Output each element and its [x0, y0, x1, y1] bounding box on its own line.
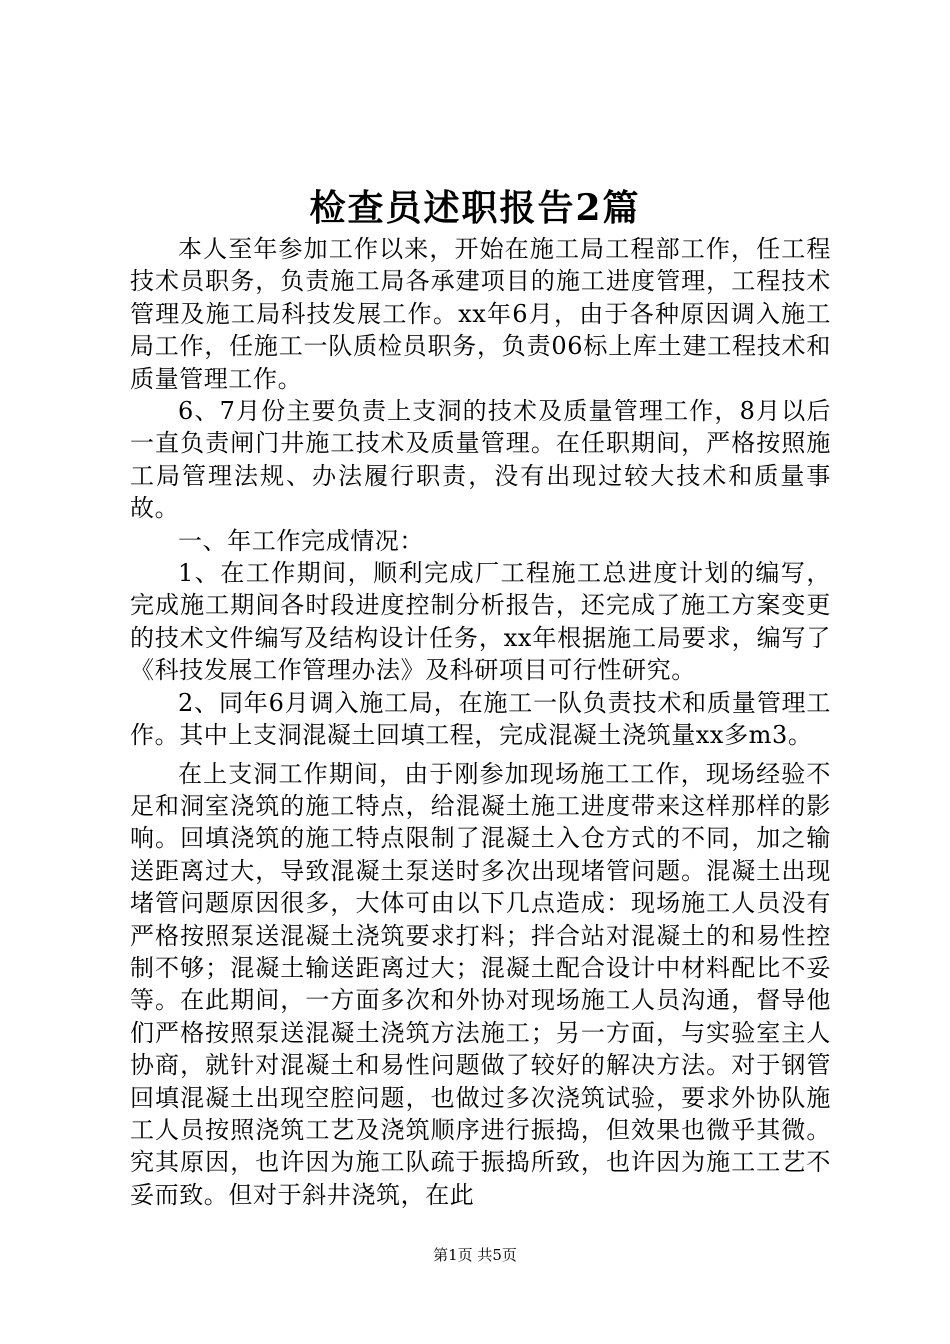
paragraph-upper-tunnel: 在上支洞工作期间，由于刚参加现场施工工作，现场经验不足和洞室浇筑的施工特点，给混凝土施工进度带来这样那样的影响。回填浇筑的施工特点限制了混凝土入仓方式的不同，加之输送距离过大，导致混凝土泵送时多次出现堵管问题。混凝土出现堵管问题原因很多，大体可由以下几点造成：现场施工人员没有严格按照泵送混凝土浇筑要求打料；拌合站对混凝土的和易性控制不够；混凝土输送距离过大；混凝土配合设计中材料配比不妥等。在此期间，一方面多次和外协对现场施工人员沟通，督导他们严格按照泵送混凝土浇筑方法施工；另一方面，与实验室主人协商，就针对混凝土和易性问题做了较好的解决方法。对于钢管回填混凝土出现空腔问题，也做过多次浇筑试验，要求外协队施工人员按照浇筑工艺及浇筑顺序进行振捣，但效果也微乎其微。究其原因，也许因为施工队疏于振捣所致，也许因为施工工艺不妥而致。但对于斜井浇筑，在此	[130, 759, 831, 1209]
paragraph-intro: 本人至年参加工作以来，开始在施工局工程部工作，任工程技术员职务，负责施工局各承建项目的施工进度管理，工程技术管理及施工局科技发展工作。xx年6月，由于各种原因调入施工局工作，任施工一队质检员职务，负责06标上库土建工程技术和质量管理工作。	[130, 235, 831, 393]
paragraph-item-1: 1、在工作期间，顺利完成厂工程施工总进度计划的编写，完成施工期间各时段进度控制分析报告，还完成了施工方案变更的技术文件编写及结构设计任务，xx年根据施工局要求，编写了《科技发展工作管理办法》及科研项目可行性研究。	[130, 559, 831, 685]
document-body	[130, 233, 831, 1211]
page-footer: 第1页 共5页	[433, 1246, 517, 1264]
section-heading-work-completion: 一、年工作完成情况：	[178, 526, 424, 555]
document-title: 检查员述职报告2篇	[309, 187, 641, 229]
paragraph-item-2: 2、同年6月调入施工局，在施工一队负责技术和质量管理工作。其中上支洞混凝土回填工程，完成混凝土浇筑量xx多m3。	[130, 688, 831, 750]
paragraph-responsibilities: 6、7月份主要负责上支洞的技术及质量管理工作，8月以后一直负责闸门井施工技术及质量管理。在任职期间，严格按照施工局管理法规、办法履行职责，没有出现过较大技术和质量事故。	[130, 397, 831, 523]
